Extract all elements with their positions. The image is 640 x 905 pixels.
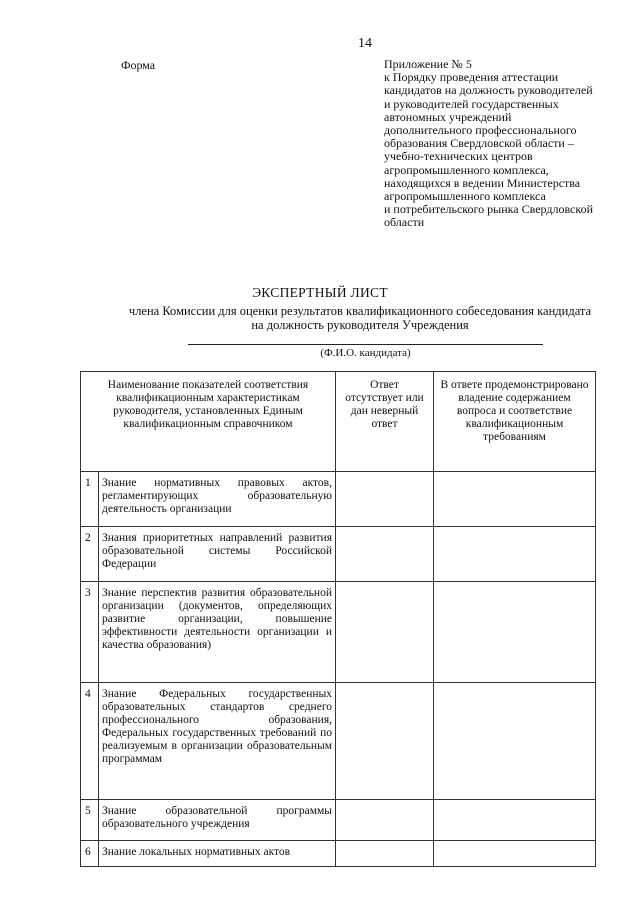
appendix-line: Приложение № 5 (384, 57, 472, 71)
appendix-line: агропромышленного комплекса (384, 189, 546, 204)
table-row (81, 800, 596, 841)
appendix-line: дополнительного профессионального (384, 123, 577, 138)
cell-no-answer[interactable] (336, 683, 434, 800)
cell-demonstrated[interactable] (434, 527, 596, 582)
header-criteria: Наименование показателей соответствия квалификационным характеристикам руководителя, установленных Единым квалификационным справочником (81, 372, 336, 472)
appendix-line: образования Свердловской области – (384, 136, 574, 151)
row-number: 1 (81, 472, 99, 527)
cell-no-answer[interactable] (336, 472, 434, 527)
row-number: 3 (81, 582, 99, 683)
appendix-block (384, 58, 616, 230)
subtitle-line: члена Комиссии для оценки результатов квалификационного собеседования кандидата (128, 304, 592, 318)
row-criterion: Знание нормативных правовых актов, регламентирующих образовательную деятельность организации (99, 472, 336, 527)
row-number: 2 (81, 527, 99, 582)
candidate-name-line[interactable] (188, 344, 543, 345)
cell-demonstrated[interactable] (434, 683, 596, 800)
row-criterion: Знание локальных нормативных актов (99, 841, 336, 867)
cell-demonstrated[interactable] (434, 472, 596, 527)
table-header-row (81, 372, 596, 472)
cell-no-answer[interactable] (336, 582, 434, 683)
subtitle-line: на должность руководителя Учреждения (251, 318, 469, 332)
row-criterion: Знание Федеральных государственных образовательных стандартов среднего профессионального образования, Федеральных государственных требований по реализуемым в организации образовательным программам (99, 683, 336, 800)
row-criterion: Знание образовательной программы образовательного учреждения (99, 800, 336, 841)
cell-no-answer[interactable] (336, 841, 434, 867)
table-row (81, 683, 596, 800)
appendix-line: агропромышленного комплекса, (384, 162, 549, 177)
row-criterion: Знание перспектив развития образовательной организации (документов, определяющих развитие организации, повышение эффективности деятельности организации и качества образования) (99, 582, 336, 683)
appendix-line: кандидатов на должность руководителей (384, 83, 593, 98)
appendix-line: автономных учреждений (384, 109, 512, 124)
cell-demonstrated[interactable] (434, 841, 596, 867)
form-label: Форма (121, 58, 156, 72)
table-row (81, 841, 596, 867)
header-demonstrated: В ответе продемонстрировано владение содержанием вопроса и соответствие квалификационным требованиям (434, 372, 596, 472)
appendix-line: учебно-технических центров (384, 149, 533, 164)
document-subtitle (100, 304, 620, 332)
cell-demonstrated[interactable] (434, 582, 596, 683)
row-number: 6 (81, 841, 99, 867)
document-title: ЭКСПЕРТНЫЙ ЛИСТ (252, 285, 388, 300)
table-row (81, 582, 596, 683)
appendix-line: и потребительского рынка Свердловской (384, 202, 594, 217)
appendix-line: находящихся в ведении Министерства (384, 175, 581, 190)
cell-demonstrated[interactable] (434, 800, 596, 841)
appendix-line: к Порядку проведения аттестации (384, 70, 559, 85)
row-criterion: Знания приоритетных направлений развития образовательной системы Российской Федерации (99, 527, 336, 582)
table-row (81, 527, 596, 582)
evaluation-table (80, 371, 596, 867)
candidate-name-caption: (Ф.И.О. кандидата) (320, 347, 411, 359)
page-number: 14 (358, 36, 372, 51)
cell-no-answer[interactable] (336, 800, 434, 841)
header-no-answer: Ответ отсутствует или дан неверный ответ (336, 372, 434, 472)
appendix-line: и руководителей государственных (384, 96, 559, 111)
appendix-line: области (384, 215, 425, 230)
table-row (81, 472, 596, 527)
row-number: 5 (81, 800, 99, 841)
cell-no-answer[interactable] (336, 527, 434, 582)
row-number: 4 (81, 683, 99, 800)
